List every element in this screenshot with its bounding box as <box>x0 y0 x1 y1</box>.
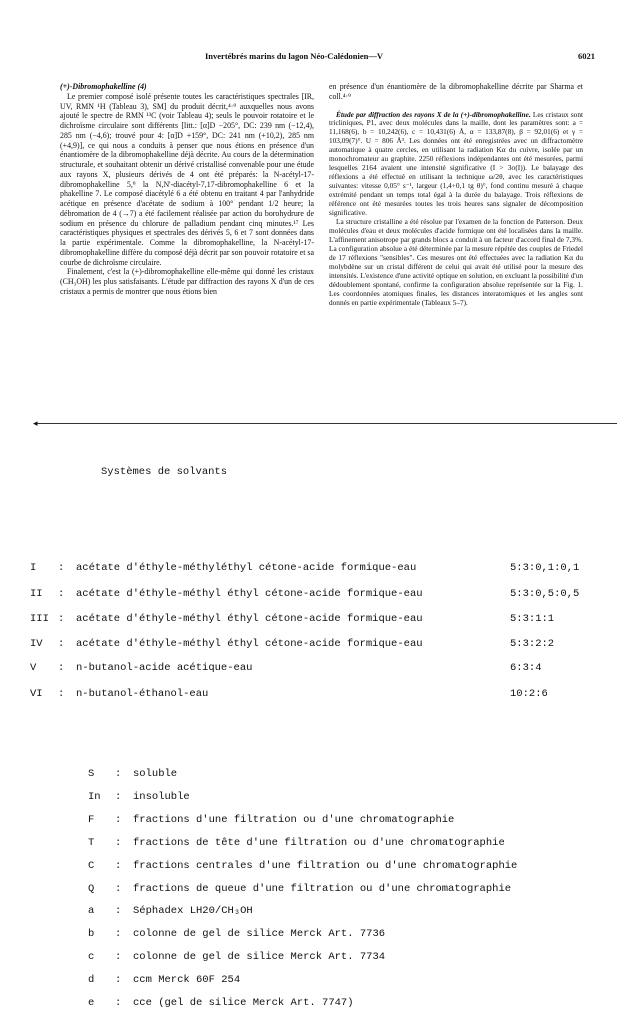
solvent-number: IV <box>30 638 43 650</box>
abbreviation-description: colonne de gel de silice Merck Art. 7734 <box>133 951 386 963</box>
paragraph: Finalement, c'est la (+)-dibromophakelline elle-même qui donné les cristaux (CH₃OH) les plus satisfaisants. L'étude par diffraction des rayons X d'un de ces cristaux a permis de montrer que nous étions bien <box>60 267 314 296</box>
solvent-name: acétate d'éthyle-méthyl éthyl cétone-acide formique-eau <box>76 638 423 650</box>
abbreviation-description: fractions de queue d'une filtration ou d'une chromatographie <box>133 883 512 895</box>
separator-colon: : <box>115 814 122 826</box>
running-header <box>0 51 624 65</box>
separator-colon: : <box>58 662 65 674</box>
solvent-number: III <box>30 613 49 625</box>
solvent-ratio: 6:3:4 <box>510 662 542 674</box>
abbreviation-key: S <box>88 768 95 780</box>
abbreviation-description: fractions centrales d'une filtration ou d'une chromatographie <box>133 860 518 872</box>
section-heading: (+)-Dibromophakelline (4) <box>60 82 147 91</box>
abbreviation-description: soluble <box>133 768 178 780</box>
solvent-name: acétate d'éthyle-méthyl éthyl cétone-acide formique-eau <box>76 588 423 600</box>
solvent-row <box>0 688 624 702</box>
separator-colon: : <box>115 928 122 940</box>
abbreviation-row <box>0 883 624 897</box>
solvent-name: acétate d'éthyle-méthyléthyl cétone-acide formique-eau <box>76 562 417 574</box>
right-column <box>329 82 583 307</box>
abbreviation-row <box>0 860 624 874</box>
abbreviation-key: b <box>88 928 95 940</box>
abbreviation-description: fractions de tête d'une filtration ou d'une chromatographie <box>133 837 505 849</box>
abbreviation-key: c <box>88 951 95 963</box>
solvent-name: acétate d'éthyle-méthyl éthyl cétone-acide formique-eau <box>76 613 423 625</box>
separator-colon: : <box>115 768 122 780</box>
left-arrow-icon: ◂ <box>33 418 38 428</box>
abbreviation-row <box>0 928 624 942</box>
separator-colon: : <box>115 905 122 917</box>
solvent-ratio: 10:2:6 <box>510 688 548 700</box>
solvent-ratio: 5:3:1:1 <box>510 613 555 625</box>
separator-colon: : <box>115 951 122 963</box>
solvent-number: VI <box>30 688 43 700</box>
abbreviation-row <box>0 814 624 828</box>
abbreviation-description: cce (gel de silice Merck Art. 7747) <box>133 997 354 1009</box>
abbreviation-description: fractions d'une filtration ou d'une chromatographie <box>133 814 455 826</box>
solvent-ratio: 5:3:0,1:0,1 <box>510 562 580 574</box>
solvent-number: I <box>30 562 37 574</box>
abbreviation-row <box>0 791 624 805</box>
solvent-row <box>0 638 624 652</box>
abbreviation-description: colonne de gel de silice Merck Art. 7736 <box>133 928 386 940</box>
separator-colon: : <box>115 883 122 895</box>
abbreviation-description: ccm Merck 60F 254 <box>133 974 241 986</box>
separator-colon: : <box>58 588 65 600</box>
solvent-name: n-butanol-éthanol-eau <box>76 688 209 700</box>
separator-colon: : <box>115 974 122 986</box>
structure-paragraph: La structure cristalline a été résolue par l'examen de la fonction de Patterson. Deux molécules d'eau et deux molécules d'acide formique ont été localisées dans la maille. L'affinement anisotrope par grands blocs a conduit à un facteur d'accord final de 7,3%. La configuration absolue a été déterminée par la mesure répétée des couples de Friedel de 17 réflexions "sensibles". Ces mesures ont été effectuées avec la radiation Kα du molybdène sur un cristal différent de celui qui avait été utilisé pour la mesure des intensités. L'existence d'une activité optique en solution, en excluant la possibilité d'un dédoublement spontané, confirme la configuration absolue représentée sur la Fig. 1. Les coordonnées atomiques finales, les distances interatomiques et les angles sont donnés en partie expérimentale (Tableaux 5–7). <box>329 216 583 307</box>
xray-text: Les cristaux sont tricliniques, P1, avec deux molécules dans la maille, dont les paramètres sont: a = 11,168(6), b = 10,242(6), c = 10,431(6) Å, α = 133,87(8), β = 92,01(6) et γ = 103,09(7)°. U = 806 Å³. Les données ont été enregistrées avec un diffractomètre automatique à quatre cercles, en utilisant la radiation Kα du cuivre, isolée par un monochromateur au graphite. 2250 réflexions indépendantes ont été mesurées, parmi lesquelles 2164 avaient une intensité significative (I > 3σ(I)). Le balayage des réflexions a été effectué en utilisant la technique ω/2θ, avec les caractéristiques suivantes: vitesse 0,05° s⁻¹, largeur (1,4+0,1 tg θ)°, fond continu mesuré à chaque extrémité pendant un temps total égal à la durée du balayage. Trois réflexions de référence ont été mesurées toutes les trois heures sans signaler de décomposition significative. <box>329 109 583 217</box>
abbreviation-key: In <box>88 791 101 803</box>
solvent-number: II <box>30 588 43 600</box>
solvent-row <box>0 613 624 627</box>
solvent-ratio: 5:3:2:2 <box>510 638 555 650</box>
abbreviation-row <box>0 974 624 988</box>
paragraph: en présence d'un énantiomère de la dibromophakelline décrite par Sharma et coll.⁴·⁹ <box>329 82 583 101</box>
separator-colon: : <box>115 997 122 1009</box>
abbreviation-key: d <box>88 974 95 986</box>
solvent-row <box>0 588 624 602</box>
separator-colon: : <box>58 613 65 625</box>
abbreviation-row <box>0 997 624 1011</box>
abbreviation-key: C <box>88 860 95 872</box>
solvent-ratio: 5:3:0,5:0,5 <box>510 588 580 600</box>
separator-colon: : <box>115 860 122 872</box>
abbreviation-key: F <box>88 814 95 826</box>
separator-colon: : <box>58 638 65 650</box>
xray-paragraph <box>329 111 583 218</box>
solvent-row <box>0 662 624 676</box>
solvent-name: n-butanol-acide acétique-eau <box>76 662 253 674</box>
xray-heading: Étude par diffraction des rayons X de la (+)-dibromophakelline. <box>336 109 531 119</box>
solvents-title: Systèmes de solvants <box>101 466 228 478</box>
divider-line <box>37 423 617 424</box>
abbreviation-row <box>0 905 624 919</box>
separator-colon: : <box>58 688 65 700</box>
separator-colon: : <box>115 791 122 803</box>
solvent-number: V <box>30 662 37 674</box>
abbreviation-key: Q <box>88 883 95 895</box>
paragraph: Le premier composé isolé présente toutes les caractéristiques spectrales [IR, UV, RMN ¹H (Tableau 3), SM] du produit décrit,⁴·⁹ auxquelles nous avons ajouté le spectre de RMN ¹³C (voir Tableau 4); seuls le pouvoir rotatoire et le dichroïsme circulaire sont différents [litt.: [α]D −205°, DC: 239 nm (−12,4), 285 nm (−4,6); trouvé pour 4: [α]D +159°, DC: 241 nm (+10,2), 285 nm (+4,9)], ce qui nous a conduits à penser que nous étions en présence d'un énantiomère de la dibromophakelline déjà décrite. Au cours de la détermination structurale, et souhaitant obtenir un dérivé cristallisé convenable pour une étude aux rayons X, plusieurs dérivés de 4 ont été préparés: la N-acétyl-17-dibromophakelline 5,⁹ la N,N'-diacétyl-7,17-dibromophakelline 6 et la phakelline 7. Le composé diacétylé 6 a été obtenu en traitant 4 par l'anhydride acétique en présence d'acétate de sodium à 100° pendant 1/2 heure; la débromation de 4 (→7) a été facilement réalisée par action du borohydrure de sodium en présence du chlorure de palladium pendant cinq minutes.¹⁷ Les caractéristiques physiques et spectrales des dérivés 5, 6 et 7 sont données dans la partie expérimentale. Comme la dibromophakelline, la N-acétyl-17-dibromophakelline diffère du composé déjà décrit par son pouvoir rotatoire et sa courbe de dichroïsme circulaire. <box>60 91 314 267</box>
abbreviation-key: a <box>88 905 95 917</box>
abbreviation-key: T <box>88 837 95 849</box>
abbreviation-description: insoluble <box>133 791 190 803</box>
separator-colon: : <box>58 562 65 574</box>
solvent-row <box>0 562 624 576</box>
abbreviation-key: e <box>88 997 95 1009</box>
separator-colon: : <box>115 837 122 849</box>
abbreviation-row <box>0 768 624 782</box>
journal-header-title: Invertébrés marins du lagon Néo-Calédonien—V <box>205 51 384 61</box>
left-column <box>60 82 314 297</box>
page-number: 6021 <box>578 51 595 61</box>
abbreviation-row <box>0 837 624 851</box>
abbreviation-row <box>0 951 624 965</box>
abbreviation-description: Séphadex LH20/CH₃OH <box>133 905 253 917</box>
